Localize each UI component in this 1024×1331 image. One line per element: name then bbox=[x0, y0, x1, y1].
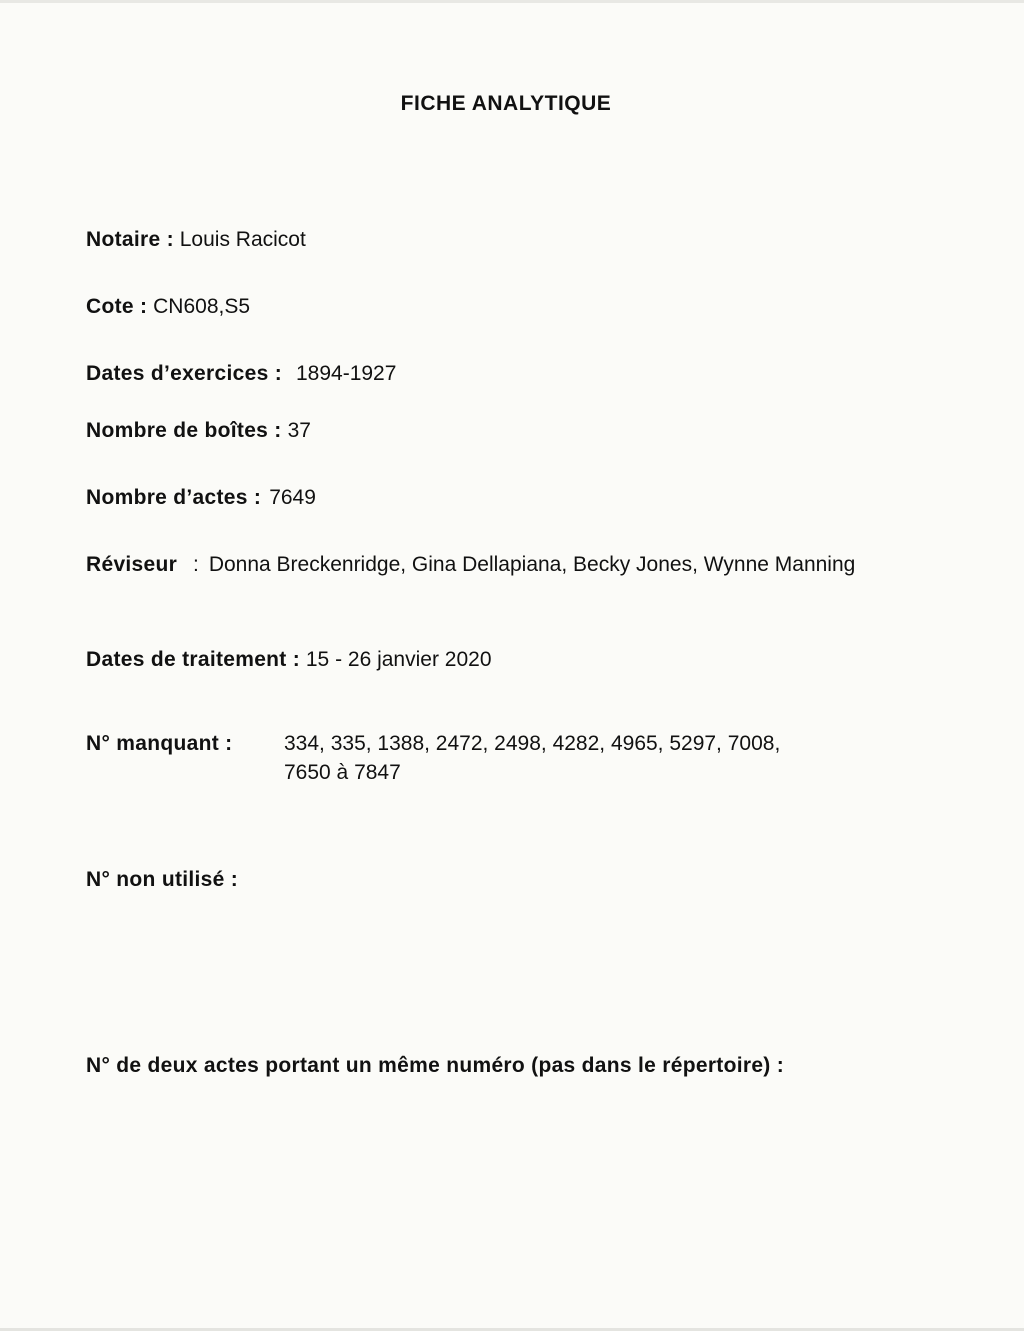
reviseur-value: Donna Breckenridge, Gina Dellapiana, Becky Jones, Wynne Manning bbox=[208, 553, 856, 576]
nombre-boites-value: 37 bbox=[287, 419, 311, 442]
notaire-value: Louis Racicot bbox=[179, 228, 306, 251]
dates-traitement-label: Dates de traitement : bbox=[86, 648, 301, 671]
field-dates-exercices bbox=[86, 359, 396, 388]
no-manquant-label: N° manquant : bbox=[86, 732, 233, 755]
dates-traitement-value: 15 - 26 janvier 2020 bbox=[305, 648, 492, 671]
nombre-actes-value: 7649 bbox=[269, 486, 316, 509]
field-nombre-boites bbox=[86, 416, 311, 445]
field-dates-traitement bbox=[86, 645, 492, 674]
reviseur-label: Réviseur bbox=[86, 553, 178, 576]
notaire-label: Notaire : bbox=[86, 228, 174, 251]
field-reviseur bbox=[86, 550, 886, 579]
reviseur-separator: : bbox=[192, 553, 199, 576]
field-notaire bbox=[86, 225, 306, 254]
field-nombre-actes bbox=[86, 483, 316, 512]
no-manquant-line1: 334, 335, 1388, 2472, 2498, 4282, 4965, 5297, 7008, bbox=[284, 732, 781, 755]
cote-label: Cote : bbox=[86, 295, 148, 318]
no-manquant-values bbox=[284, 729, 884, 787]
field-no-deux-actes: N° de deux actes portant un même numéro (pas dans le répertoire) : bbox=[86, 1054, 785, 1077]
cote-value: CN608,S5 bbox=[153, 295, 251, 318]
dates-exercices-value: 1894-1927 bbox=[295, 362, 397, 385]
nombre-actes-label: Nombre d’actes : bbox=[86, 486, 262, 509]
no-manquant-line2: 7650 à 7847 bbox=[284, 761, 401, 784]
dates-exercices-label: Dates d’exercices : bbox=[86, 362, 282, 385]
field-cote bbox=[86, 292, 250, 321]
page-title: FICHE ANALYTIQUE bbox=[400, 92, 612, 115]
field-no-manquant bbox=[86, 729, 781, 784]
field-no-non-utilise bbox=[86, 865, 238, 894]
no-non-utilise-label: N° non utilisé : bbox=[86, 868, 239, 891]
nombre-boites-label: Nombre de boîtes : bbox=[86, 419, 282, 442]
scan-edge-top bbox=[0, 0, 1024, 3]
